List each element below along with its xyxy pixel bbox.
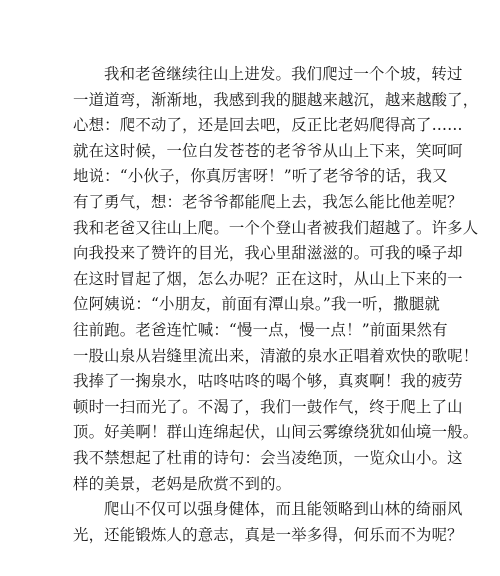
paragraph-1-line-8: 向我投来了赞许的目光，我心里甜滋滋的。可我的嗓子却 [73, 244, 463, 263]
paragraph-1-line-17: 样的美景，老妈是欣赏不到的。 [73, 474, 292, 493]
paragraph-1-line-14: 顿时一扫而光了。不渴了，我们一鼓作气，终于爬上了山 [73, 397, 463, 416]
cut-off-next-line [73, 556, 223, 566]
essay-body [73, 62, 479, 548]
paragraph-1-line-15: 顶。好美啊！群山连绵起伏，山间云雾缭绕犹如仙境一般。 [73, 423, 479, 442]
paragraph-1-line-4: 就在这时候，一位白发苍苍的老爷爷从山上下来，笑呵呵 [73, 141, 463, 160]
paragraph-1-line-10: 位阿姨说：“小朋友，前面有潭山泉。”我一听，撒腿就 [73, 295, 441, 314]
paragraph-1-line-2: 一道道弯，渐渐地，我感到我的腿越来越沉，越来越酸了， [73, 90, 479, 109]
paragraph-1-line-16: 我不禁想起了杜甫的诗句：会当凌绝顶，一览众山小。这 [73, 448, 463, 467]
paragraph-1-line-12: 一股山泉从岩缝里流出来，清澈的泉水正唱着欢快的歌呢！ [73, 346, 479, 365]
paragraph-1-line-11: 往前跑。老爸连忙喊：“慢一点，慢一点！”前面果然有 [73, 320, 448, 339]
paragraph-2-line-1: 爬山不仅可以强身健体，而且能领略到山林的绮丽风 [104, 500, 463, 519]
paragraph-2-line-2: 光，还能锻炼人的意志，真是一举多得，何乐而不为呢？ [73, 525, 463, 544]
paragraph-1-line-6: 有了勇气，想：老爷爷都能爬上去，我怎么能比他差呢？ [73, 192, 463, 211]
paragraph-1-line-1: 我和老爸继续往山上进发。我们爬过一个个坡，转过 [104, 65, 463, 83]
paragraph-1-line-3: 心想：爬不动了，还是回去吧，反正比老妈爬得高了…… [73, 116, 463, 135]
paragraph-1-line-5: 地说：“小伙子，你真厉害呀！”听了老爷爷的话，我又 [73, 167, 448, 186]
paragraph-1-line-7: 我和老爸又往山上爬。一个个登山者被我们超越了。许多人 [73, 218, 479, 237]
paragraph-1-line-13: 我捧了一掬泉水，咕咚咕咚的喝个够，真爽啊！我的疲劳 [73, 372, 463, 391]
paragraph-1-line-9: 在这时冒起了烟，怎么办呢？正在这时，从山上下来的一 [73, 269, 463, 288]
